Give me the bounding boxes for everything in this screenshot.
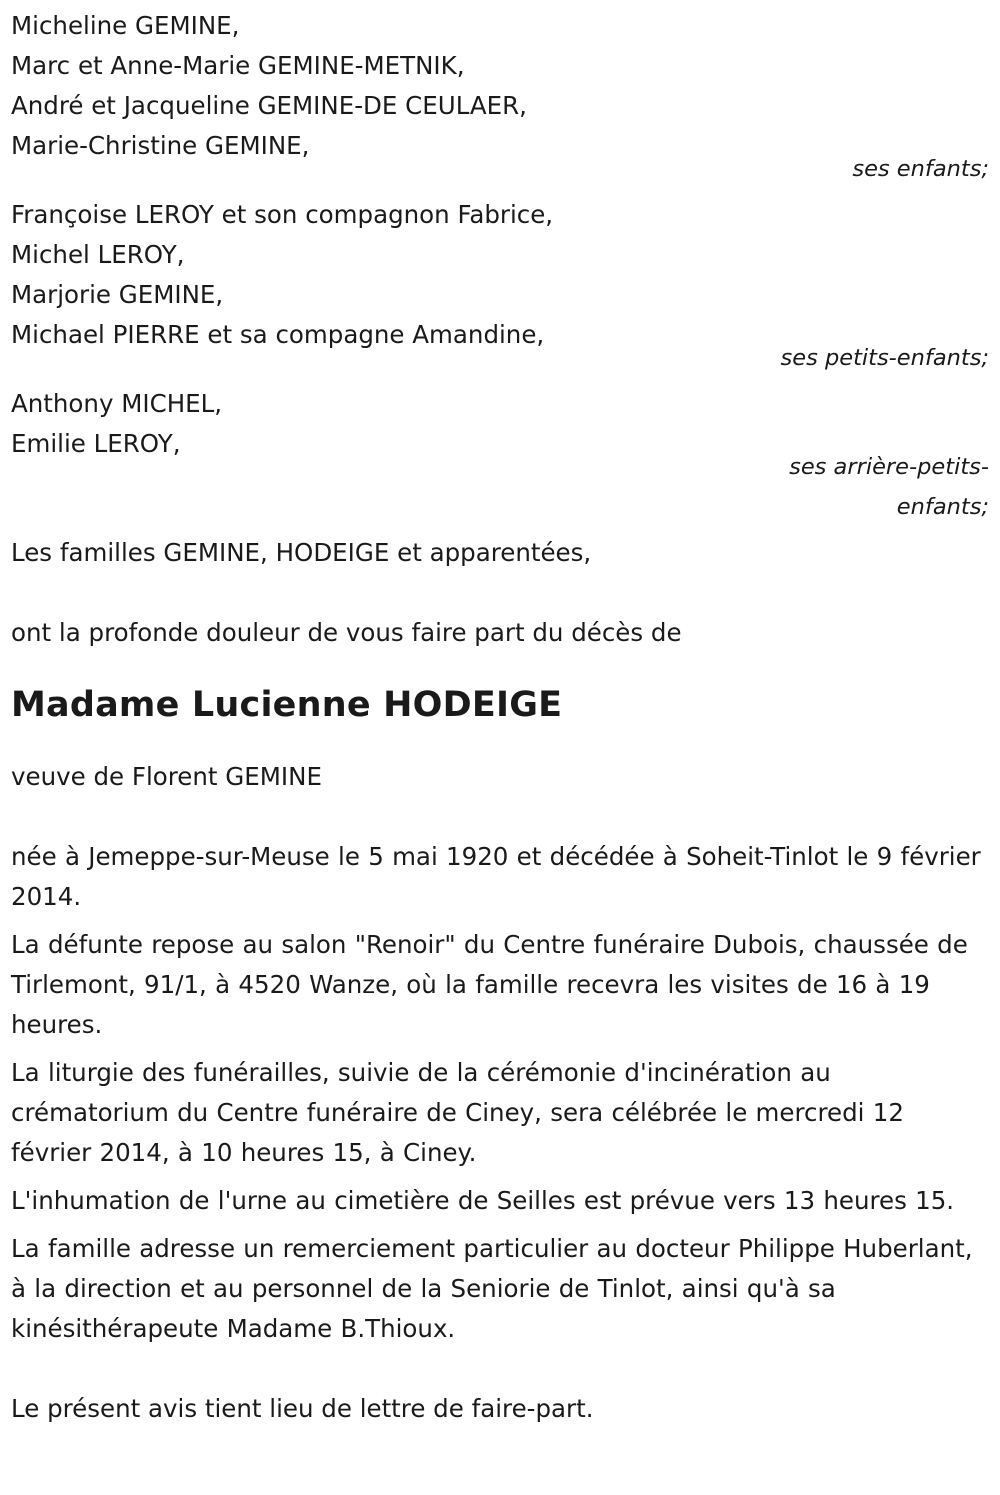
child-name: Marc et Anne-Marie GEMINE-METNIK, (11, 51, 465, 80)
burial-paragraph: L'inhumation de l'urne au cimetière de Seilles est prévue vers 13 heures 15. (11, 1186, 955, 1215)
death-notice (11, 6, 991, 1429)
great-grandchildren-role: ses arrière-petits-enfants; (789, 454, 989, 520)
thanks-paragraph: La famille adresse un remerciement particulier au docteur Philippe Huberlant, à la direction et au personnel de la Seniorie de Tinlot, ainsi qu'à sa kinésithérapeute Madame B.Thioux. (11, 1234, 973, 1343)
grandchild-name: Françoise LEROY et son compagnon Fabrice, (11, 200, 554, 229)
child-name: Micheline GEMINE, (11, 11, 240, 40)
visitation-paragraph: La défunte repose au salon "Renoir" du Centre funéraire Dubois, chaussée de Tirlemont, 91/1, à 4520 Wanze, où la famille recevra les visites de 16 à 19 heures. (11, 930, 968, 1039)
grandchildren-section (11, 195, 991, 378)
grandchildren-role: ses petits-enfants; (780, 345, 989, 371)
families-line: Les familles GEMINE, HODEIGE et apparentées, (11, 538, 592, 567)
funeral-paragraph: La liturgie des funérailles, suivie de la cérémonie d'incinération au crématorium du Centre funéraire de Ciney, sera célébrée le mercredi 12 février 2014, à 10 heures 15, à Ciney. (11, 1058, 904, 1167)
grandchild-name: Michael PIERRE et sa compagne Amandine, (11, 320, 545, 349)
grandchild-name: Marjorie GEMINE, (11, 280, 224, 309)
birth-death-paragraph: née à Jemeppe-sur-Meuse le 5 mai 1920 et décédée à Soheit-Tinlot le 9 février 2014. (11, 842, 981, 911)
great-grandchildren-section (11, 384, 991, 527)
children-role: ses enfants; (852, 156, 989, 182)
grandchild-name: Michel LEROY, (11, 240, 185, 269)
great-grandchild-name: Anthony MICHEL, (11, 389, 223, 418)
deceased-name: Madame Lucienne HODEIGE (11, 685, 563, 725)
widow-of-line: veuve de Florent GEMINE (11, 762, 322, 791)
great-grandchild-name: Emilie LEROY, (11, 429, 181, 458)
closing-line: Le présent avis tient lieu de lettre de faire-part. (11, 1394, 594, 1423)
child-name: Marie-Christine GEMINE, (11, 131, 310, 160)
children-section (11, 6, 991, 189)
announcement-line: ont la profonde douleur de vous faire part du décès de (11, 618, 682, 647)
child-name: André et Jacqueline GEMINE-DE CEULAER, (11, 91, 527, 120)
